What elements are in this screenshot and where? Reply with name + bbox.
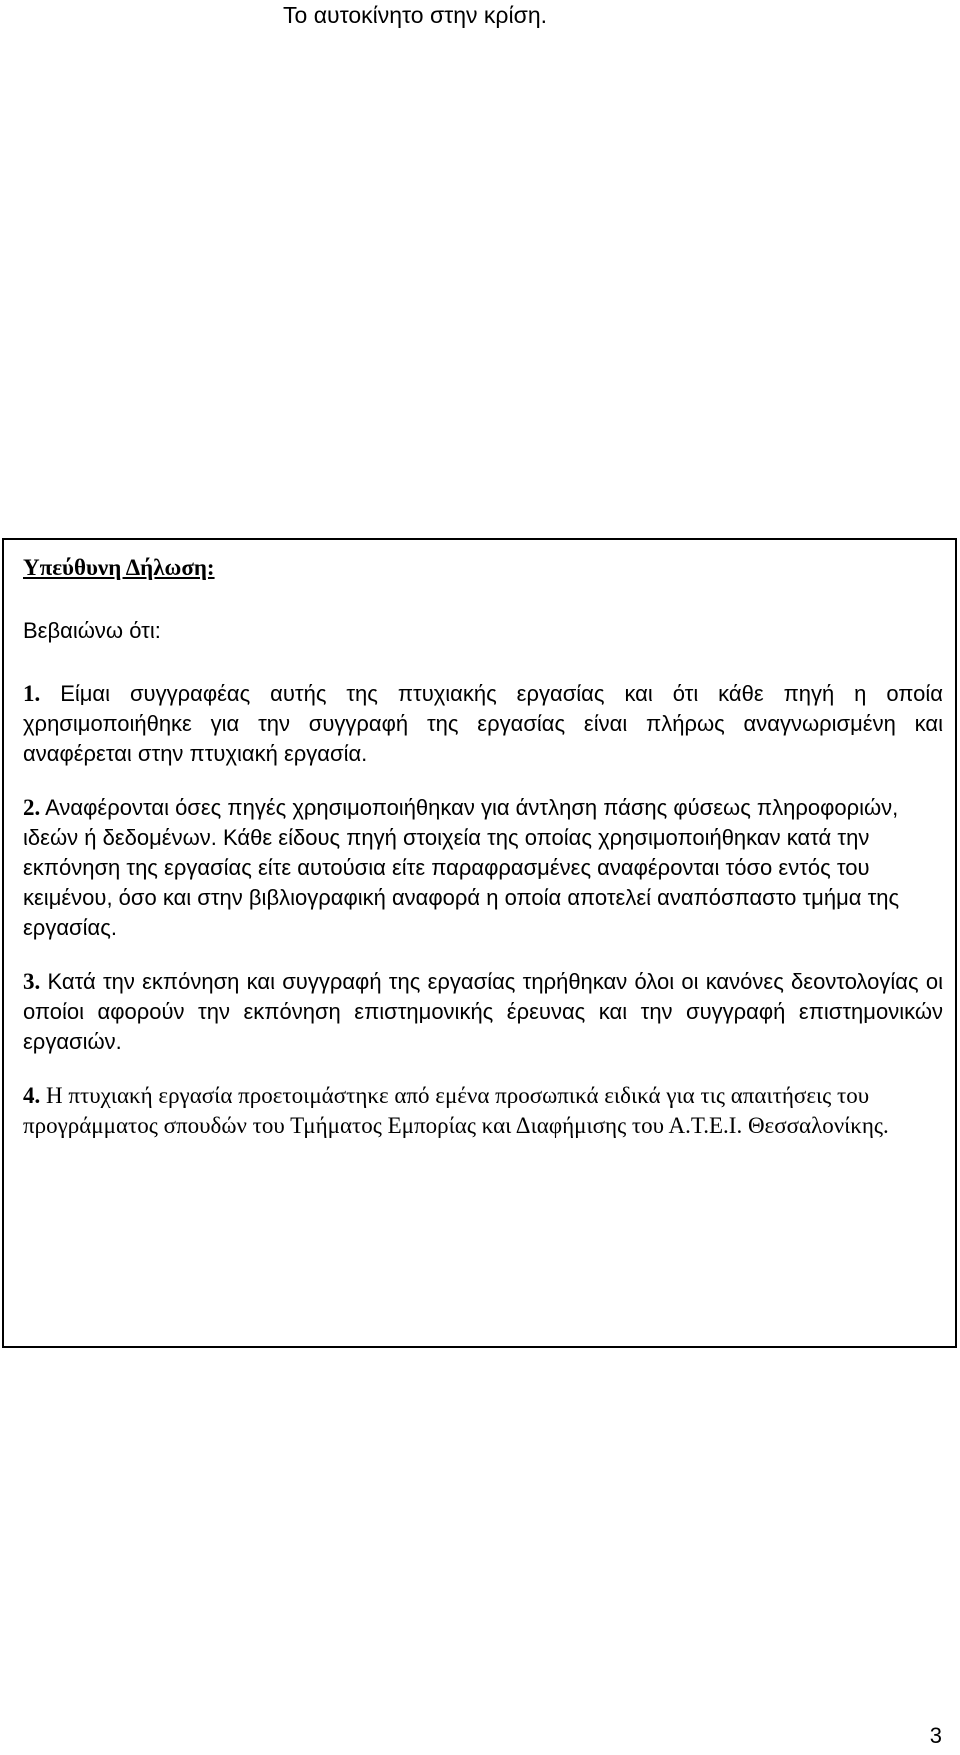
- declaration-box: [2, 538, 957, 1348]
- item-number: 3.: [23, 969, 41, 994]
- item-text: Αναφέρονται όσες πηγές χρησιμοποιήθηκαν για άντληση πάσης φύσεως πληροφοριών, ιδεών ή δεδομένων. Κάθε είδους πηγή στοιχεία της οποίας χρησιμοποιήθηκαν κατά την εκπόνηση της εργασίας είτε αυτούσια είτε παραφρασμένες αναφέρονται τόσο εντός του κειμένου, όσο και στην βιβλιογραφική αναφορά η οποία αποτελεί αναπόσπαστο τμήμα της εργασίας.: [23, 795, 900, 940]
- item-number: 4.: [23, 1083, 41, 1108]
- declaration-item-1: [23, 679, 943, 769]
- page-number: 3: [929, 1723, 942, 1748]
- running-header-title: Το αυτοκίνητο στην κρίση.: [283, 2, 548, 28]
- item-text: Είμαι συγγραφέας αυτής της πτυχιακής εργασίας και ότι κάθε πηγή η οποία χρησιμοποιήθηκε για την συγγραφή της εργασίας είναι πλήρως αναγνωρισμένη και αναφέρεται στην πτυχιακή εργασία.: [23, 681, 943, 766]
- declaration-intro: Βεβαιώνω ότι:: [23, 618, 161, 643]
- declaration-item-4: [23, 1081, 943, 1141]
- item-text: Κατά την εκπόνηση και συγγραφή της εργασίας τηρήθηκαν όλοι οι κανόνες δεοντολογίας οι οποίοι αφορούν την εκπόνηση επιστημονικής έρευνας και την συγγραφή επιστημονικών εργασιών.: [23, 969, 943, 1054]
- declaration-item-2: [23, 793, 943, 943]
- declaration-content: [23, 553, 943, 1165]
- item-number: 2.: [23, 795, 41, 820]
- item-number: 1.: [23, 681, 41, 706]
- item-text: Η πτυχιακή εργασία προετοιμάστηκε από εμένα προσωπικά ειδικά για τις απαιτήσεις του προγράμματος σπουδών του Τμήματος Εμπορίας και Διαφήμισης του Α.Τ.Ε.Ι. Θεσσαλονίκης.: [23, 1083, 889, 1138]
- declaration-title: Υπεύθυνη Δήλωση:: [23, 555, 215, 580]
- declaration-item-3: [23, 967, 943, 1057]
